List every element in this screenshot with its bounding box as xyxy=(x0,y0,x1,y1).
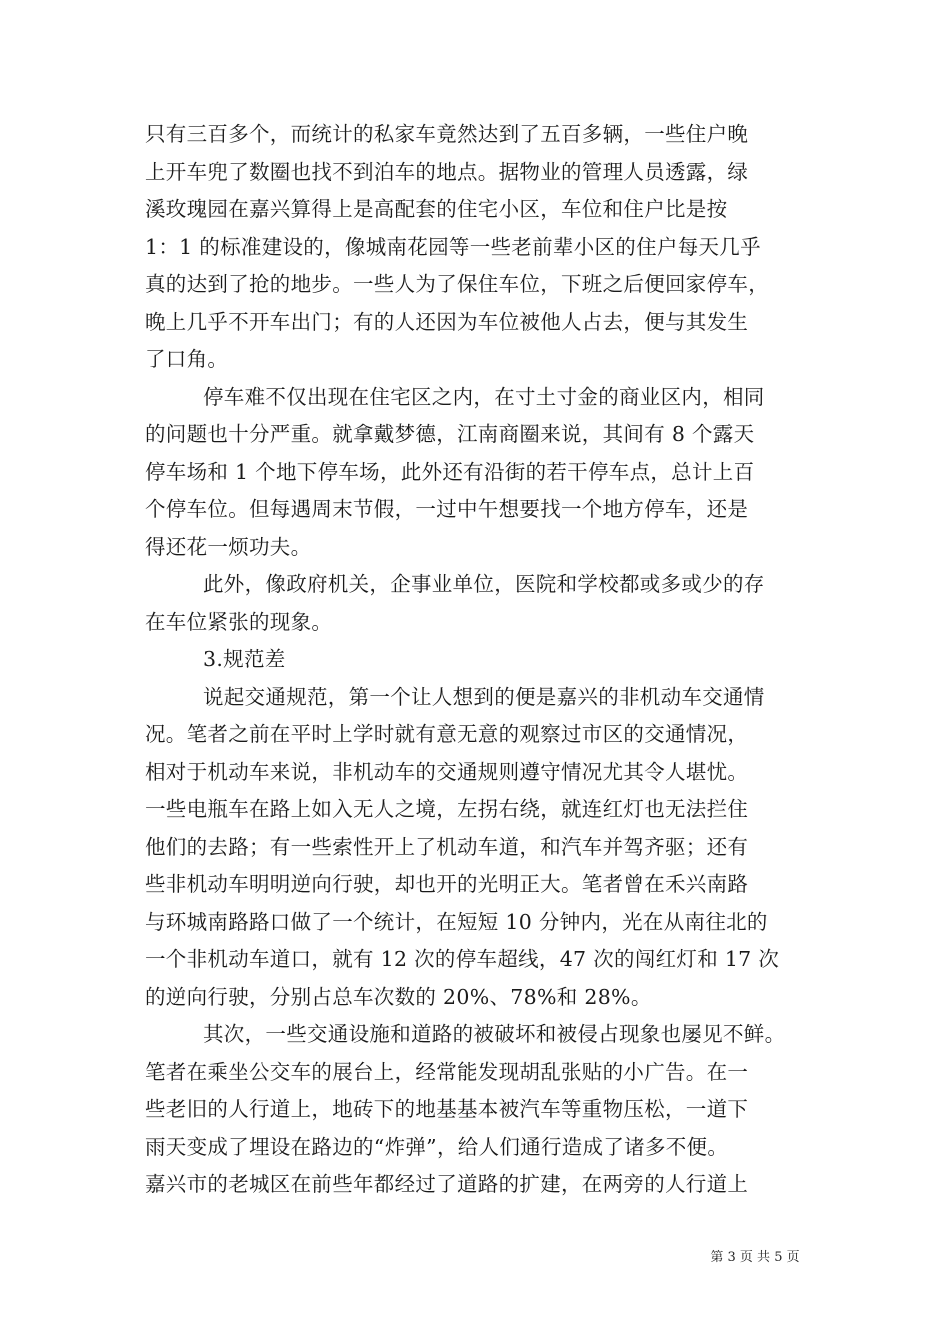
text-line: 些非机动车明明逆向行驶，却也开的光明正大。笔者曾在禾兴南路 xyxy=(145,872,749,896)
text-line: 的问题也十分严重。就拿戴梦德，江南商圈来说，其间有 8 个露天 xyxy=(145,422,755,446)
text-line: 的逆向行驶，分别占总车次数的 20%、78%和 28%。 xyxy=(145,984,652,1009)
text-line: 真的达到了抢的地步。一些人为了保住车位，下班之后便回家停车， xyxy=(145,272,769,296)
paragraph-start-line: 此外，像政府机关，企事业单位，医院和学校都或多或少的存 xyxy=(203,572,765,596)
text-line: 个停车位。但每遇周末节假，一过中午想要找一个地方停车，还是 xyxy=(145,497,749,521)
text-line: 1：1 的标准建设的，像城南花园等一些老前辈小区的住户每天几乎 xyxy=(145,234,761,259)
body-text xyxy=(145,116,825,1204)
text-line: 只有三百多个，而统计的私家车竟然达到了五百多辆，一些住户晚 xyxy=(145,122,749,146)
text-line: 与环城南路路口做了一个统计，在短短 10 分钟内，光在从南往北的 xyxy=(145,909,768,934)
text-line: 得还花一烦功夫。 xyxy=(145,534,312,559)
text-line: 况。笔者之前在平时上学时就有意无意的观察过市区的交通情况， xyxy=(145,722,749,746)
text-line: 一个非机动车道口，就有 12 次的停车超线，47 次的闯红灯和 17 次 xyxy=(145,947,780,971)
text-line: 雨天变成了埋设在路边的“炸弹”，给人们通行造成了诸多不便。 xyxy=(145,1134,729,1159)
text-line: 嘉兴市的老城区在前些年都经过了道路的扩建，在两旁的人行道上 xyxy=(145,1172,749,1196)
text-line: 相对于机动车来说，非机动车的交通规则遵守情况尤其令人堪忧。 xyxy=(145,759,749,784)
text-line: 他们的去路；有一些索性开上了机动车道，和汽车并驾齐驱；还有 xyxy=(145,834,749,859)
paragraph-start-line: 说起交通规范，第一个让人想到的便是嘉兴的非机动车交通情 xyxy=(203,684,765,709)
text-line: 上开车兜了数圈也找不到泊车的地点。据物业的管理人员透露，绿 xyxy=(145,159,749,184)
text-line: 一些电瓶车在路上如入无人之境，左拐右绕，就连红灯也无法拦住 xyxy=(145,797,749,821)
section-heading: 3.规范差 xyxy=(203,647,286,671)
text-line: 停车场和 1 个地下停车场，此外还有沿街的若干停车点，总计上百 xyxy=(145,459,755,484)
text-line: 了口角。 xyxy=(145,347,229,371)
text-line: 在车位紧张的现象。 xyxy=(145,609,333,634)
text-line: 笔者在乘坐公交车的展台上，经常能发现胡乱张贴的小广告。在一 xyxy=(145,1059,749,1084)
paragraph-start-line: 停车难不仅出现在住宅区之内，在寸土寸金的商业区内，相同 xyxy=(203,384,765,409)
text-line: 些老旧的人行道上，地砖下的地基基本被汽车等重物压松，一道下 xyxy=(145,1097,749,1121)
text-line: 溪玫瑰园在嘉兴算得上是高配套的住宅小区，车位和住户比是按 xyxy=(145,197,728,221)
page-number-footer: 第 3 页 共 5 页 xyxy=(710,1250,800,1265)
paragraph-start-line: 其次，一些交通设施和道路的被破坏和被侵占现象也屡见不鲜。 xyxy=(203,1022,786,1046)
text-line: 晚上几乎不开车出门；有的人还因为车位被他人占去，便与其发生 xyxy=(145,309,749,334)
